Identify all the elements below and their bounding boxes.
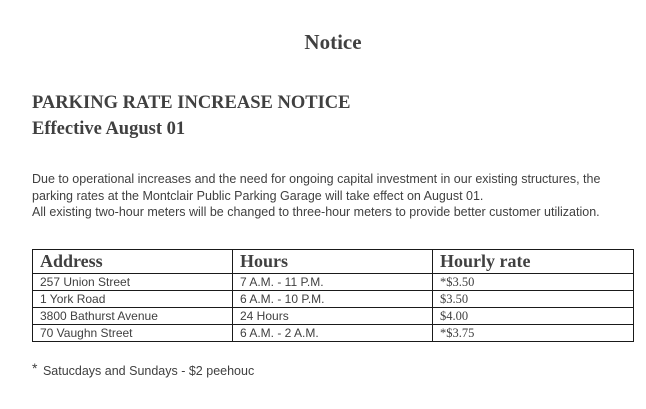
header-address: Address	[33, 250, 233, 274]
table-header-row	[33, 250, 634, 274]
cell-address: 3800 Bathurst Avenue	[33, 308, 233, 325]
body-paragraph-1: Due to operational increases and the need for ongoing capital investment in our existing structures, the parking rates at the Montclair Public Parking Garage will take effect on August 01.	[32, 172, 601, 203]
cell-rate: *$3.50	[433, 274, 634, 291]
footnote-marker: *	[32, 360, 38, 376]
cell-hours: 7 A.M. - 11 P.M.	[233, 274, 433, 291]
cell-rate: $4.00	[433, 308, 634, 325]
cell-rate: $3.50	[433, 291, 634, 308]
table-row	[33, 291, 634, 308]
cell-address: 257 Union Street	[33, 274, 233, 291]
cell-rate: *$3.75	[433, 325, 634, 342]
cell-address: 70 Vaughn Street	[33, 325, 233, 342]
table-row	[33, 308, 634, 325]
body-paragraph-2: All existing two-hour meters will be changed to three-hour meters to provide better customer utilization.	[32, 205, 600, 219]
footnote-text: Satucdays and Sundays - $2 peehouc	[42, 364, 255, 378]
header-hours: Hours	[233, 250, 433, 274]
cell-address: 1 York Road	[33, 291, 233, 308]
parking-rates-table	[32, 249, 634, 342]
table-row	[33, 325, 634, 342]
notice-body	[32, 171, 632, 221]
header-hourly-rate: Hourly rate	[433, 250, 634, 274]
footnote	[32, 362, 254, 378]
cell-hours: 6 A.M. - 2 A.M.	[233, 325, 433, 342]
document-title: Notice	[304, 30, 362, 54]
effective-date-heading: Effective August 01	[32, 119, 186, 139]
notice-heading: PARKING RATE INCREASE NOTICE	[32, 93, 351, 113]
cell-hours: 6 A.M. - 10 P.M.	[233, 291, 433, 308]
cell-hours: 24 Hours	[233, 308, 433, 325]
table-row	[33, 274, 634, 291]
